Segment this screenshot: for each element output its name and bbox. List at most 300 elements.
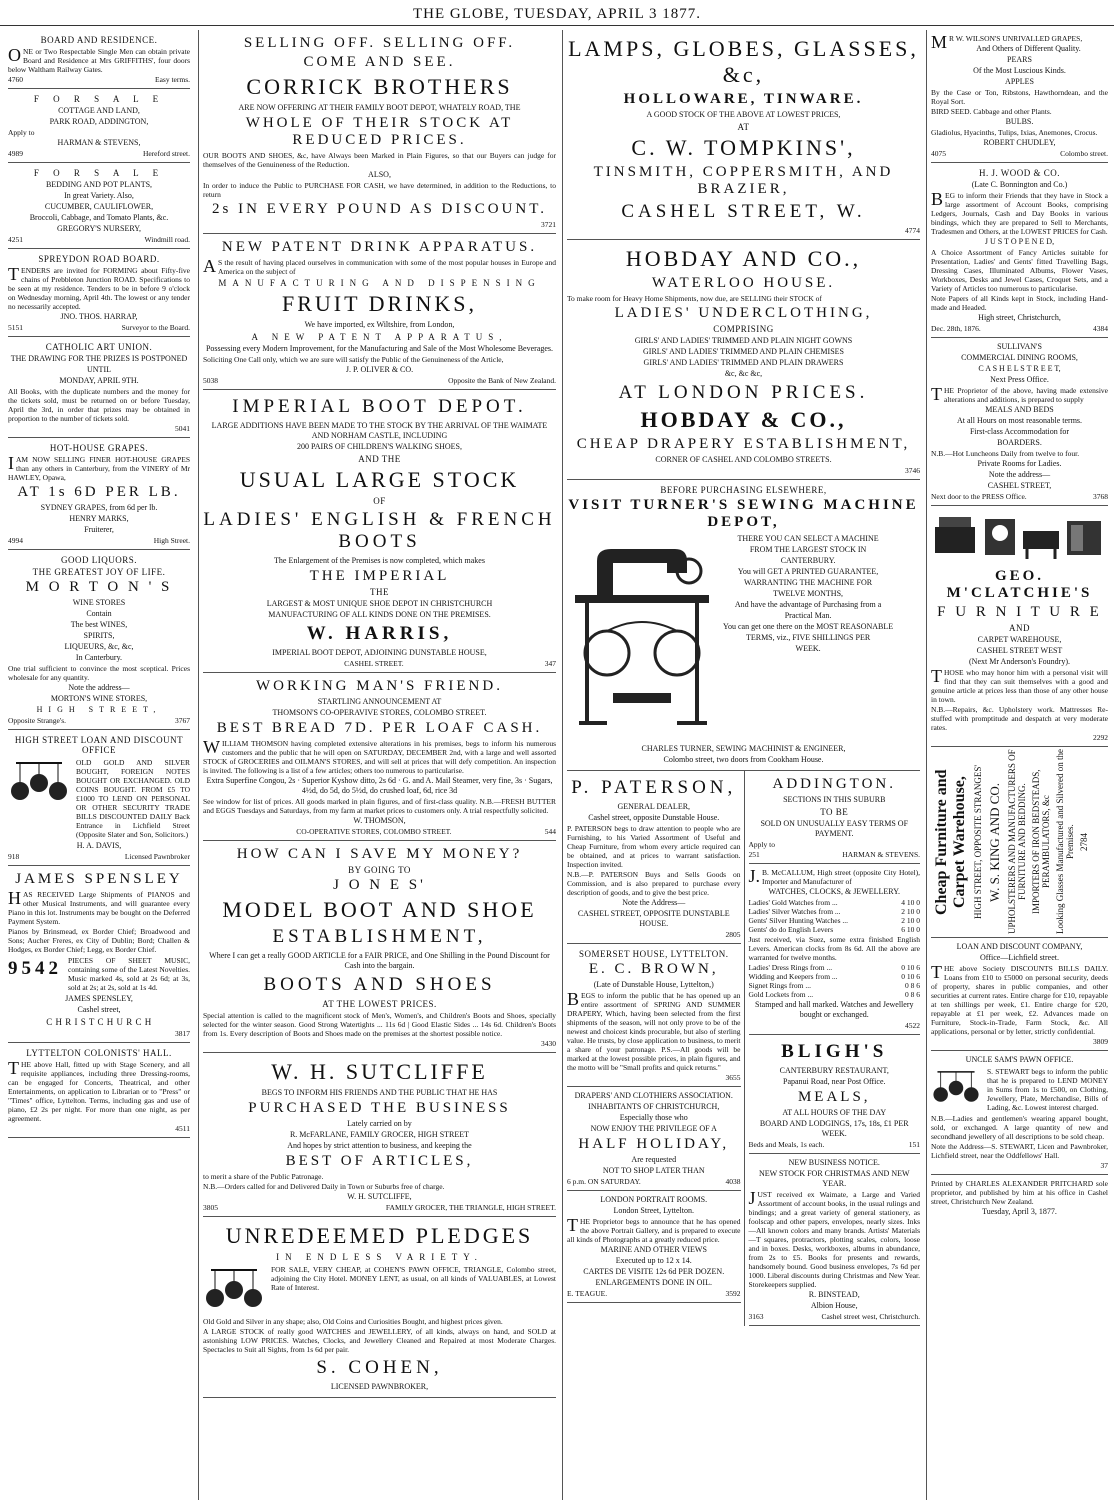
ad-line: CARTES DE VISITE 12s 6d PER DOZEN. [583, 1267, 725, 1276]
ad-role: Fruiterer, [84, 525, 114, 534]
ad-line: Possessing every Modern Improvement, for the Manufacturing and Sale of the Most Wholesome Beverages. [205, 344, 554, 353]
ad-line: UPHOLSTERERS AND MANUFACTURERS OF FURNITURE AND BEDDING. [1007, 749, 1027, 935]
ad-line: STARTLING ANNOUNCEMENT AT [317, 697, 442, 706]
ad-text: THOSE who may honor him with a personal visit will find that they can suit themselves with a good and genuine article at prices less than those of any other house in town. [931, 666, 1108, 704]
ad-line: First-class Accommodation for [969, 427, 1070, 436]
ad-line: WATCHES, CLOCKS, & JEWELLERY. [768, 887, 900, 896]
ad-address: Colombo street, two doors from Cookham House. [663, 755, 824, 764]
ad-line: CASHEL STREET, [987, 481, 1052, 490]
price-row [749, 990, 921, 999]
ad-headline: AT LONDON PRICES. [618, 382, 869, 403]
ad-line: SOLD ON UNUSUALLY EASY TERMS OF PAYMENT. [760, 819, 909, 838]
ad-text: A LARGE STOCK of really good WATCHES and JEWELLERY, of all kinds, always on hand, and SOLD at astonishing LOW PRICES. Watches, Clocks, and Jewellery Cleaned and Repaired at most Moderate Charges. Spectacles to Suit all Sights, from 1s 6d per pair. [203, 1327, 556, 1354]
ad-title: Cheap Furniture and Carpet Warehouse, [933, 769, 968, 915]
ad-turner-sewing [567, 480, 920, 771]
ad-text: THE Proprietor begs to announce that he has opened the above Portrait Gallery, and is prepared to execute all kinds of Photographs at a greatly reduced price. [567, 1215, 741, 1244]
ad-city: C H R I S T C H U R C H [46, 1017, 152, 1027]
price-value: 0 8 6 [905, 981, 920, 990]
furniture-illustration-icon [931, 509, 1107, 561]
ad-address: Cashel street, [77, 1005, 121, 1014]
ad-drink-apparatus [203, 234, 556, 390]
ad-line: 6 p.m. ON SATURDAY. [567, 1177, 641, 1186]
ad-line: THE IMPERIAL [309, 568, 450, 584]
ad-text: WILLIAM THOMSON having completed extensive alterations in his premises, begs to inform his numerous customers and the public that he will open on SATURDAY, DECEMBER 2nd, with a large and well assorted STOCK of GROCERIES and OILMAN'S STORES, and will sell at prices that will defy competition. An inspection is invited. The following is a list of a few articles; others too numerous to particularise. [203, 737, 556, 775]
ad-line: Lately carried on by [347, 1119, 412, 1128]
ad-text: N.B.—P. PATERSON Buys and Sells Goods on Commission, and is also prepared to purchase every description of goods, and to give the best price. [567, 870, 741, 897]
ad-loan-office [8, 730, 190, 866]
ad-number: 4522 [905, 1021, 920, 1030]
ad-number: 2784 [1079, 833, 1089, 851]
ad-number: 4989 [8, 149, 23, 158]
ad-line: BOARDERS. [997, 438, 1042, 447]
ad-line: &c, &c &c, [724, 369, 763, 378]
ad-line: SECTIONS IN THIS SUBURB [783, 795, 886, 804]
ad-line: The best WINES, [70, 620, 128, 629]
ad-line: A NEW PATENT APPARATUS, [251, 332, 508, 342]
ad-address: High street, Christchurch, [978, 313, 1061, 322]
ad-cohen-pledges [203, 1217, 556, 1398]
ad-line: COMMERCIAL DINING ROOMS, [961, 353, 1078, 362]
price-item: Gents' do do English Levers [748, 925, 834, 934]
ad-good-liquors [8, 550, 190, 730]
ad-line: Note the address— [988, 470, 1051, 479]
ad-binstead [749, 1154, 921, 1326]
ad-text: N.B.—Ladies and gentlemen's wearing apparel bought, sold, or exchanged. A large quantity of new and secondhand jewellery of all descriptions to be sold cheap. [931, 1114, 1108, 1141]
ad-line: OF [373, 496, 386, 506]
ad-title: UNREDEEMED PLEDGES [225, 1223, 534, 1248]
ad-text: Old Gold and Silver in any shape; also, Old Coins and Curiosities Bought, and highest prices given. [203, 1317, 503, 1326]
ad-text: Stamped and hall marked. Watches and Jewellery bought or exchanged. [755, 1000, 914, 1019]
sewing-machine-icon [567, 533, 717, 743]
ad-line: GIRLS' AND LADIES' TRIMMED AND PLAIN CHEMISES [643, 347, 844, 356]
ad-line: Gladiolus, Hyacinths, Tulips, Ixias, Anemones, Crocus. [931, 128, 1098, 137]
ad-text: A Choice Assortment of Fancy Articles suitable for Presentation, Ladies' and Gents' fitted Travelling Bags, Dressing Cases, Illuminated Albums, Flower Vases, Workboxes, Desks and Jewel Cases, Croquet Sets, and a Variety of Articles too numerous to particularise. [931, 248, 1108, 293]
ad-subtitle: WATERLOO HOUSE. [651, 275, 836, 291]
ad-number: 3592 [725, 1289, 741, 1298]
ad-line: MEALS AND BEDS [985, 405, 1054, 414]
ad-text: P. PATERSON begs to draw attention to people who are Furnishing, to his Varied Assortment of Useful and Cheap Furniture, from whom every article required can be obtained, and at prices to warrant satisfaction. Inspection invited. [567, 824, 741, 869]
price-value: 6 10 0 [901, 925, 920, 934]
ad-line: GREGORY'S NURSERY, [57, 224, 141, 233]
ad-line: Are requested [631, 1155, 677, 1164]
ad-text: HAS RECEIVED Large Shipments of PIANOS and other Musical Instruments, and will guarantee every Piano in this lot. Instruments may be bought on the Deferred Payment System. [8, 888, 190, 926]
ad-address: Cashel street west, Christchurch. [821, 1312, 920, 1321]
ad-title: ADDINGTON. [772, 776, 896, 792]
ad-tompkins [567, 30, 920, 240]
ad-title: HOBDAY AND CO., [625, 246, 862, 271]
ad-number: 3430 [541, 1039, 556, 1048]
ad-title: SPREYDON ROAD BOARD. [38, 254, 160, 264]
ad-title: JAMES SPENSLEY [15, 871, 183, 887]
ad-line: AT [737, 122, 750, 132]
price-row [749, 963, 921, 972]
ad-signature: ROBERT CHUDLEY, [983, 138, 1056, 147]
ad-james-spensley [8, 866, 190, 1043]
ad-signature: E. TEAGUE. [567, 1289, 608, 1298]
ad-role: Surveyor to the Board. [121, 323, 190, 332]
ad-title: NEW PATENT DRINK APPARATUS. [221, 239, 538, 255]
ad-line: At all Hours on most reasonable terms. [956, 416, 1083, 425]
ad-title: LOAN AND DISCOUNT COMPANY, [956, 942, 1083, 951]
ad-sullivan [931, 338, 1108, 506]
ad-number: 4760 [8, 75, 23, 84]
ad-line: INHABITANTS OF CHRISTCHURCH, [588, 1102, 720, 1111]
ad-line: CANTERBURY RESTAURANT, [779, 1066, 889, 1075]
price-item: Ladies' Dress Rings from ... [748, 963, 833, 972]
ad-headline: USUAL LARGE STOCK [239, 467, 520, 492]
ad-number: 918 [8, 852, 20, 861]
ad-line: WARRANTING THE MACHINE FOR [744, 578, 873, 587]
ad-line: LADIES' UNDERCLOTHING, [614, 305, 873, 321]
ad-line: Of the Most Luscious Kinds. [973, 66, 1066, 75]
ad-text: Note the Address—S. STEWART, Licen and Pawnbroker, Lichfield street, near the Oddfellows' Hall. [931, 1142, 1108, 1160]
ad-role: GENERAL DEALER, [617, 802, 691, 811]
ad-line: COTTAGE AND LAND, [58, 106, 140, 115]
price-value: 4 10 0 [901, 898, 920, 907]
ad-corrick-brothers [203, 30, 556, 234]
ad-line: IMPORTERS OF IRON BEDSTEADS, PERAMBULATORS, &c [1031, 769, 1051, 915]
ad-number: 3817 [175, 1029, 190, 1038]
ad-text: BEG to inform their Friends that they have in Stock a large assortment of Account Books, comprising Ledgers, Journals, Cash and Day Books in various bindings, which they are prepared to Sell to Merchants, Tradesmen and Others, at the LOWEST PRICES for Cash. [931, 189, 1108, 236]
ad-subtitle: London Street, Lyttelton. [613, 1206, 694, 1215]
ad-number: 5041 [175, 424, 190, 433]
ad-title: GOOD LIQUORS. [61, 555, 137, 565]
ad-number: 4511 [175, 1124, 190, 1133]
ad-title: H. J. WOOD & CO. [978, 168, 1061, 178]
ad-line: Note the Address— [622, 898, 686, 907]
ad-paterson [567, 771, 741, 944]
ad-subtitle: NEW STOCK FOR CHRISTMAS AND NEW YEAR. [758, 1169, 910, 1188]
ad-offer: 2s IN EVERY POUND AS DISCOUNT. [211, 201, 548, 217]
ad-line: COMPRISING [713, 324, 774, 334]
ad-line: Apply to [748, 840, 775, 849]
ad-number: 4994 [8, 536, 23, 545]
ad-items: Extra Superfine Congou, 2s · Superior Kyshow ditto, 2s 6d · G. and A. Mail Steamer, very fine, 3s · Sugars, 4½d, do 5d, do 5½d, do crushed loaf, 6d, rice 3d [206, 776, 553, 795]
ad-text: Pianos by Brinsmead, ex Border Chief; Broadwood and Sons; Aucher Freres, ex City of Dublin; Bord; Challen & Hodges, ex Border Chief; Legg, ex Border Chief. [8, 927, 190, 954]
ad-signature: J. P. OLIVER & CO. [345, 365, 414, 374]
ad-line: LARGEST & MOST UNIQUE SHOE DEPOT IN CHRISTCHURCH [266, 599, 493, 608]
ad-title: IMPERIAL BOOT DEPOT. [232, 396, 527, 417]
ad-title: F O R S A L E [33, 94, 165, 104]
ad-heading: SELLING OFF. SELLING OFF. [243, 35, 516, 51]
ad-text: OUR BOOTS AND SHOES, &c, have Always been Marked in Plain Figures, so that our Buyers can judge for themselves of the Genuineness of the Reduction. [203, 151, 556, 169]
ad-line: PURCHASED THE BUSINESS [248, 1100, 511, 1116]
ad-title: GEO. M'CLATCHIE'S [946, 568, 1093, 601]
ad-line: FROM THE LARGEST STOCK IN [749, 545, 867, 554]
ad-line: N.B.—Orders called for and Delivered Daily in Town or Suburbs free of charge. [203, 1182, 445, 1191]
ad-text: MR W. WILSON'S UNRIVALLED GRAPES, [931, 32, 1083, 52]
ad-number: 544 [544, 827, 556, 836]
masthead: THE GLOBE, TUESDAY, APRIL 3 1877. [0, 0, 1114, 26]
ad-line: We have imported, ex Wiltshire, from London, [304, 320, 455, 329]
ad-mclatchie [931, 506, 1108, 747]
ad-text: To make room for Heavy Home Shipments, now due, are SELLING their STOCK of [567, 294, 822, 303]
ad-address: Windmill road. [144, 235, 190, 244]
ad-signature: W. THOMSON, [353, 816, 406, 825]
ad-line: Contain [86, 609, 112, 618]
ad-thomson-stores [203, 673, 556, 841]
ad-sutcliffe [203, 1053, 556, 1217]
ad-line: BEFORE PURCHASING ELSEWHERE, [660, 485, 827, 495]
ad-line: WINE STORES [72, 598, 126, 607]
ad-line: MARINE AND OTHER VIEWS [600, 1245, 707, 1254]
ad-line: BULBS. [1005, 117, 1034, 126]
ad-title: DRAPERS' AND CLOTHIERS ASSOCIATION. [574, 1091, 733, 1100]
ad-text: Special attention is called to the magnificent stock of Men's, Women's, and Children's Boots and Shoes, specially selected for the winter season. Good Strong Watertights ... 11s 6d | Good Elastic Sides ... 14s 6d. Children's Boots from 1s. Every description of Boots and Shoes made on the premises at the shortest possible notice. [203, 1011, 556, 1038]
ad-line: Broccoli, Cabbage, and Tomato Plants, &c. [29, 213, 169, 222]
ad-signature: H. A. DAVIS, [76, 841, 122, 850]
ad-line: ALSO, [368, 170, 391, 179]
pawnbroker-balls-icon [8, 757, 70, 809]
ad-title: HIGH STREET LOAN AND DISCOUNT OFFICE [14, 735, 184, 755]
ad-name: C. W. TOMPKINS', [631, 135, 856, 160]
column-4 [926, 30, 1112, 1500]
imprint-date: Tuesday, April 3, 1877. [982, 1207, 1057, 1216]
ad-address: MORTON'S WINE STORES, [50, 694, 148, 703]
ad-address: CO-OPERATIVE STORES, COLOMBO STREET. [296, 827, 452, 836]
ad-price: AT 1s 6D PER LB. [17, 484, 181, 500]
ad-line: And hopes by strict attention to business, and keeping the [287, 1141, 472, 1150]
column-2 [198, 30, 560, 1500]
ad-text: J.B. McCALLUM, High street (opposite City Hotel), Importer and Manufacturer of [748, 866, 920, 886]
column-3-left [567, 771, 745, 1326]
imprint-text: Printed by CHARLES ALEXANDER PRITCHARD sole proprietor, and published by him at his office in Cashel street, Christchurch New Zealand. [931, 1179, 1108, 1206]
price-list-watches [749, 898, 921, 934]
ad-line: F U R N I T U R E [937, 604, 1102, 620]
ad-headline: FRUIT DRINKS, [281, 291, 478, 316]
ad-line: HIGH STREET, OPPOSITE STRANGES' [973, 765, 983, 919]
ad-number: 3768 [1093, 492, 1108, 501]
ad-number: 5038 [203, 376, 218, 385]
ad-line: PEARS [1007, 55, 1032, 64]
ad-line: BOARD AND LODGINGS, 17s, 18s, £1 PER WEEK. [759, 1119, 909, 1138]
ad-text: Note Papers of all Kinds kept in Stock, including Hand-made and Headed. [931, 294, 1108, 312]
ad-wilson-grapes [931, 30, 1108, 163]
ad-title: SULLIVAN'S [997, 342, 1042, 351]
ad-headline: MEALS, [797, 1089, 871, 1105]
ad-number: 3163 [748, 1312, 764, 1321]
price-row [749, 907, 921, 916]
ad-address: High Street. [153, 536, 190, 545]
ad-line: J O N E S' [333, 877, 426, 893]
ad-board-residence [8, 30, 190, 89]
ad-line: Papanui Road, near Post Office. [783, 1077, 886, 1086]
column-3 [562, 30, 924, 1500]
ad-tag: Easy terms. [155, 75, 190, 84]
ad-title: P. PATERSON, [571, 777, 737, 798]
ad-line: WHOLE OF THEIR STOCK AT REDUCED PRICES. [245, 115, 514, 148]
ad-line: AND [1009, 623, 1030, 633]
ad-addington [749, 771, 921, 864]
ad-line: BEST OF ARTICLES, [285, 1153, 474, 1169]
ad-address: Hereford street. [142, 149, 190, 158]
price-row [749, 972, 921, 981]
ad-brown [567, 944, 741, 1087]
ad-line: You can get one there on the MOST REASONABLE [723, 622, 894, 631]
ad-line: AT ALL HOURS OF THE DAY [782, 1108, 887, 1117]
ad-uncle-sams [931, 1051, 1108, 1175]
ad-line: LIQUEURS, &c, &c, [64, 642, 134, 651]
column-1 [4, 30, 194, 1500]
ad-title: CORRICK BROTHERS [246, 74, 513, 99]
price-value: 0 10 6 [901, 972, 920, 981]
ad-imperial-boot-depot [203, 390, 556, 673]
ad-line: In Canterbury. [75, 653, 123, 662]
price-item: Ladies' Gold Watches from ... [748, 898, 838, 907]
ad-text: THE above Hall, fitted up with Stage Scenery, and all requisite appliances, including three Dressing-rooms, can be engaged for Concerts, Theatrical, and other Entertainments, on application to Librarian or to "Press" or "Times" office, Lyttelton. Terms, including gas and use of piano, £2 2s per night. For more than one night, as per agreement. [8, 1058, 190, 1123]
ad-line: MONDAY, APRIL 9TH. [59, 376, 139, 385]
ad-line: CORNER OF CASHEL AND COLOMBO STREETS. [655, 455, 832, 464]
ad-title: LONDON PORTRAIT ROOMS. [600, 1195, 708, 1204]
ad-text: S. STEWART begs to inform the public that he is prepared to LEND MONEY in Sums from 1s to £500, on Clothing, Jewellery, Plate, Merchandise, Bills of Lading, &c. Lowest interest charged. [987, 1067, 1108, 1112]
ad-address: FAMILY GROCER, THE TRIANGLE, HIGH STREET. [385, 1203, 556, 1212]
ad-headline: HALF HOLIDAY, [578, 1136, 730, 1152]
ad-title: W. H. SUTCLIFFE [271, 1059, 488, 1084]
ad-drapers-association [567, 1087, 741, 1191]
ad-line: (Next Mr Anderson's Foundry). [969, 657, 1070, 666]
column-3-split [567, 771, 920, 1326]
ad-text: FOR SALE, VERY CHEAP, at COHEN'S PAWN OFFICE, TRIANGLE, Colombo street, adjoining the City Hotel. MONEY LENT, as usual, on all kinds of VALUABLES, at Lowest Rate of Interest. [271, 1265, 556, 1292]
ad-line: BY GOING TO [348, 865, 411, 875]
ad-subtitle: IN ENDLESS VARIETY. [276, 1252, 483, 1262]
price-item: Gents' Silver Hunting Watches ... [748, 916, 849, 925]
ad-brand: M O R T O N ' S [25, 579, 173, 595]
ad-title: F O R S A L E [33, 168, 165, 178]
ad-line: And have the advantage of Purchasing from a [734, 600, 882, 609]
ad-title: HOW CAN I SAVE MY MONEY? [236, 846, 523, 862]
price-row [749, 916, 921, 925]
ad-date: Dec. 28th, 1876. [931, 324, 981, 333]
ad-number: 3746 [905, 466, 920, 475]
ad-line: C A S H E L S T R E E T, [978, 364, 1061, 373]
ad-line: TWELVE MONTHS, [773, 589, 844, 598]
imprint [931, 1175, 1108, 1217]
ad-title: UNCLE SAM'S PAWN OFFICE. [965, 1055, 1074, 1064]
ad-title: NEW BUSINESS NOTICE. [788, 1158, 880, 1167]
ad-title: BLIGH'S [781, 1041, 888, 1062]
ad-address: Colombo street. [1060, 149, 1108, 158]
ad-address: Opposite Strange's. [8, 716, 67, 725]
ad-role: Licensed Pawnbroker [124, 852, 190, 861]
ad-title: BOARD AND RESIDENCE. [40, 35, 158, 45]
ad-line: ENLARGEMENTS DONE IN OIL. [595, 1278, 712, 1287]
ad-line: Practical Man. [784, 611, 832, 620]
ad-title: HOT-HOUSE GRAPES. [49, 443, 149, 453]
ad-loan-company [931, 938, 1108, 1051]
ad-line: HARMAN & STEVENS, [57, 138, 141, 147]
ad-number: 4384 [1093, 324, 1108, 333]
ad-line: By the Case or Ton, Ribstons, Hawthorndean, and the Royal Sort. [931, 88, 1108, 106]
ad-number: 251 [748, 850, 760, 859]
ad-address: CASHEL STREET, W. [621, 201, 866, 222]
ad-line: BIRD SEED. Cabbage and other Plants. [931, 107, 1052, 116]
ad-line: Where I can get a really GOOD ARTICLE for a FAIR PRICE, and One Shilling in the Pound Discount for Cash into the bargain. [209, 951, 550, 970]
ad-text: OLD GOLD AND SILVER BOUGHT, FOREIGN NOTES BOUGHT OR EXCHANGED. OLD COINS BOUGHT. FROM £5 TO £1000 TO LEND ON PERSONAL OR OTHER SECURITY TRADE BILLS DISCOUNTED DAILY Back Entrance in Lichfield Street (Opposite Slater and Son, Solicitors.) [76, 758, 190, 839]
ad-subtitle: THE GREATEST JOY OF LIFE. [32, 567, 166, 577]
ad-title: SOMERSET HOUSE, LYTTELTON. [579, 949, 729, 959]
ad-headline: ESTABLISHMENT, [272, 926, 487, 947]
ad-line: APPLES [1005, 77, 1034, 86]
column-3-right [745, 771, 921, 1326]
ad-signature: W. HARRIS, [306, 623, 453, 644]
ad-line: BEGS TO INFORM HIS FRIENDS AND THE PUBLIC THAT HE HAS [261, 1088, 498, 1097]
ad-line: A GOOD STOCK OF THE ABOVE AT LOWEST PRICES, [646, 110, 841, 119]
ad-number: 3805 [203, 1203, 218, 1212]
ad-line: SPIRITS, [83, 631, 115, 640]
ad-number: 4251 [8, 235, 23, 244]
ad-line: The Enlargement of the Premises is now completed, which makes [274, 556, 485, 565]
ad-line: Next Press Office. [990, 375, 1049, 384]
ad-text: Soliciting One Call only, which we are sure will satisfy the Public of the Genuineness of the Article, [203, 355, 504, 364]
ad-line: THE [370, 587, 389, 597]
ad-line: Private Rooms for Ladies. [977, 459, 1062, 468]
ad-text: N.B.—Repairs, &c. Upholstery work. Mattresses Re-stuffed with promptitude and despatch at very moderate rates. [931, 705, 1108, 732]
ad-portrait-rooms [567, 1191, 741, 1303]
ad-title: WORKING MAN'S FRIEND. [256, 678, 503, 694]
ad-name: E. C. BROWN, [588, 961, 719, 977]
ad-wood [931, 163, 1108, 338]
price-item: Widding and Keepers from ... [748, 972, 838, 981]
ad-title: VISIT TURNER'S SEWING MACHINE DEPOT, [568, 497, 919, 530]
ad-text: JUST received ex Waimate, a Large and Varied Assortment of account books, in the usual rulings and bindings; and a great variety of general stationery, as foolscap and other papers, envelopes, nearly sizes. Inks—All known colors and many brands. Artists' Materials—T squares, protractors, plotting scales, colors, loose and in boxes. Desks, workboxes, albums in abundance, from 2s to £5. Books for presents and rewards, handsomely bound. Good business envelopes, 7s 6d per 1000. Liberal discounts during Christmas and New Year. Storekeepers supplied. [748, 1188, 920, 1289]
ad-address: IMPERIAL BOOT DEPOT, ADJOINING DUNSTABLE HOUSE, [272, 648, 487, 657]
ad-address: Opposite the Bank of New Zealand. [448, 376, 556, 385]
ad-text: Just received, via Suez, some extra finished English Levers. American clocks from 8s 6d. All the above are warranted for twelve months. [748, 935, 920, 962]
ad-number: 347 [544, 659, 556, 668]
ad-for-sale-cottage [8, 89, 190, 163]
ad-line: Apply to [8, 128, 35, 137]
price-value: 0 8 6 [905, 990, 920, 999]
ad-line: 200 PAIRS OF CHILDREN'S WALKING SHOES, [296, 442, 463, 451]
ad-line: ARE NOW OFFERING AT THEIR FAMILY BOOT DEPOT, WHATELY ROAD, THE [238, 103, 521, 112]
price-row [749, 925, 921, 934]
ad-title: CATHOLIC ART UNION. [45, 342, 153, 352]
ad-number: 5151 [8, 323, 23, 332]
ad-headline: MODEL BOOT AND SHOE [222, 897, 537, 922]
ad-line: THOMSON'S CO-OPERAVIVE STORES, COLOMBO STREET. [272, 708, 487, 717]
ad-line: Especially those who [619, 1113, 688, 1122]
ad-text: BEGS to inform the public that he has opened up an entire assortment of SPRING AND SUMMER DRAPERY, Which, having been selected from the first shipments of the season, will not only prove to be of the newest and choicest kinds procurable, but also of sterling value. He trusts, by close application to business, to merit a share of your patronage. P.S.—All goods will be marked at the lowest possible prices, in plain figures, and the motto will be "Small profits and quick returns." [567, 989, 741, 1072]
ad-spreydon-road-board [8, 249, 190, 337]
ad-line: THE DRAWING FOR THE PRIZES IS POSTPONED [10, 354, 188, 363]
ad-line: CARPET WAREHOUSE, [977, 635, 1062, 644]
price-value: 2 10 0 [901, 916, 920, 925]
ad-line: N.B.—Hot Luncheons Daily from twelve to four. [931, 449, 1080, 458]
pawnbroker-balls-icon [203, 1264, 265, 1316]
ad-line: UNTIL [87, 365, 111, 374]
price-value: 2 10 0 [901, 907, 920, 916]
price-row [749, 898, 921, 907]
ad-offer: BEST BREAD 7D. PER LOAF CASH. [216, 720, 543, 736]
ad-address: HIGH STREET, [36, 705, 162, 714]
ad-line: LARGE ADDITIONS HAVE BEEN MADE TO THE STOCK BY THE ARRIVAL OF THE WAIMATE AND NORHAM CASTLE, INCLUDING [211, 421, 548, 440]
ad-subtitle: Office—Lichfield street. [980, 953, 1059, 962]
ad-signature: CHARLES TURNER, SEWING MACHINIST & ENGINEER, [641, 744, 846, 753]
ad-bligh-restaurant [749, 1035, 921, 1154]
ad-line: Next door to the PRESS Office. [931, 492, 1027, 501]
ad-name: HOBDAY & CO., [640, 407, 847, 432]
ad-text: THE above Society DISCOUNTS BILLS DAILY. Loans from £10 to £5000 on personal security, deeds of property, shares in public companies, and other securities at current rates. Entire charge for £10, repayable at ten shillings per week, £1. Entire charge for £20, repayable at £1 per week, £2. Advances made on Furniture, Stock-in-Trade, Farm Stock, &c. All applications, personal or by letter, strictly confidential. [931, 962, 1108, 1036]
ad-for-sale-plants [8, 163, 190, 249]
ad-line: GIRLS' AND LADIES' TRIMMED AND PLAIN DRAWERS [643, 358, 844, 367]
ad-line: NOT TO SHOP LATER THAN [602, 1166, 705, 1175]
ad-line: And Others of Different Quality. [976, 44, 1081, 53]
ad-headline: BOOTS AND SHOES [263, 974, 496, 995]
ad-line: R. McFARLANE, FAMILY GROCER, HIGH STREET [289, 1130, 470, 1139]
ad-line: NOW ENJOY THE PRIVILEGE OF A [590, 1124, 717, 1133]
ad-number: 151 [908, 1140, 920, 1149]
ad-address: Cashel street, opposite Dunstable House. [588, 813, 720, 822]
